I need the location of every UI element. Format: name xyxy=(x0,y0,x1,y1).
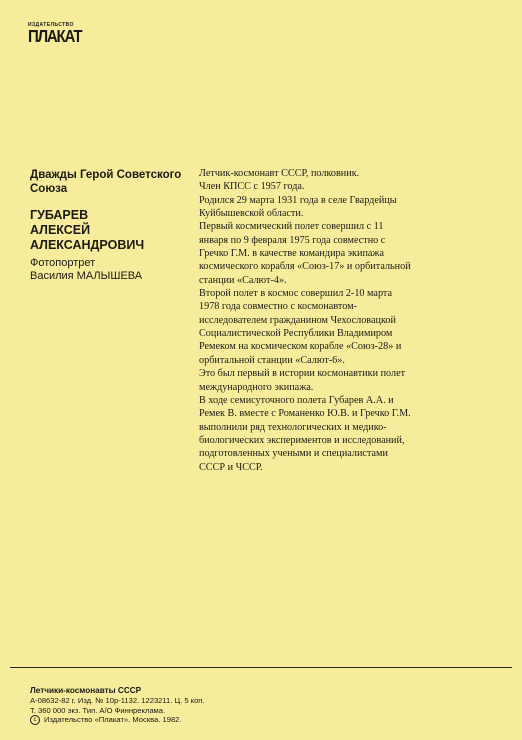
bio-paragraph: Первый космический полет совершил с 11 января по 9 февраля 1975 года совместно с Гречко Г.М. в качестве командира экипажа космического корабля «Союз-17» и орбитальной станции «Салют-4». xyxy=(199,221,411,286)
biography xyxy=(199,167,411,474)
copyright-icon: c xyxy=(30,715,40,725)
portrait-caption xyxy=(30,168,200,283)
honor-title: Дважды Герой Советского Союза xyxy=(30,169,182,195)
bio-paragraph: Это был первый в истории космонавтики полет международного экипажа. xyxy=(199,368,406,393)
series-title: Летчики-космонавты СССР xyxy=(30,686,142,695)
bio-paragraph: Летчик-космонавт СССР, полковник. xyxy=(199,168,360,179)
bio-paragraph: Член КПСС с 1957 года. xyxy=(199,181,305,193)
imprint-line: Т. 360 000 экз. Тип. А/О Финнреклама. xyxy=(30,705,166,715)
cosmonaut-name xyxy=(30,208,200,253)
publisher-logo-name: ПЛАКАТ xyxy=(28,26,82,47)
copyright-text: Издательство «Плакат». Москва. 1982. xyxy=(44,715,182,725)
bio-paragraph: Второй полет в космос совершил 2-10 марта 1978 года совместно с космонавтом-исследователем гражданином Чехословацкой Социалистической Республики Владимиром Ремеком на космическом корабле «Союз-28» и орбитальной станции «Салют-6». xyxy=(199,288,402,366)
cosmonaut-patronymic: АЛЕКСАНДРОВИЧ xyxy=(30,238,145,252)
cosmonaut-surname: ГУБАРЕВ xyxy=(30,208,89,222)
copyright-line xyxy=(30,715,205,725)
publisher-logo xyxy=(28,22,82,47)
photo-credit-label: Фотопортрет xyxy=(30,257,96,269)
imprint xyxy=(30,686,205,725)
imprint-line: А-08632-82 г. Изд. № 10р-1132. 1223211. Ц. 5 коп. xyxy=(30,695,205,705)
photo-credit xyxy=(30,257,200,283)
bio-paragraph: Родился 29 марта 1931 года в селе Гвардейцы Куйбышевской области. xyxy=(199,194,397,220)
footer-divider xyxy=(10,667,512,668)
publisher-logo-caption: ИЗДАТЕЛЬСТВО xyxy=(28,22,74,28)
cosmonaut-first-name: АЛЕКСЕЙ xyxy=(30,223,91,237)
photographer-name: Василия МАЛЫШЕВА xyxy=(30,270,143,282)
bio-paragraph: В ходе семисуточного полета Губарев А.А. и Ремек В. вместе с Романенко Ю.В. и Гречко Г.М. выполнили ряд технологических и медико-биологических экспериментов и исследований, подготовленных учеными и специалистами СССР и ЧССР. xyxy=(199,394,411,473)
